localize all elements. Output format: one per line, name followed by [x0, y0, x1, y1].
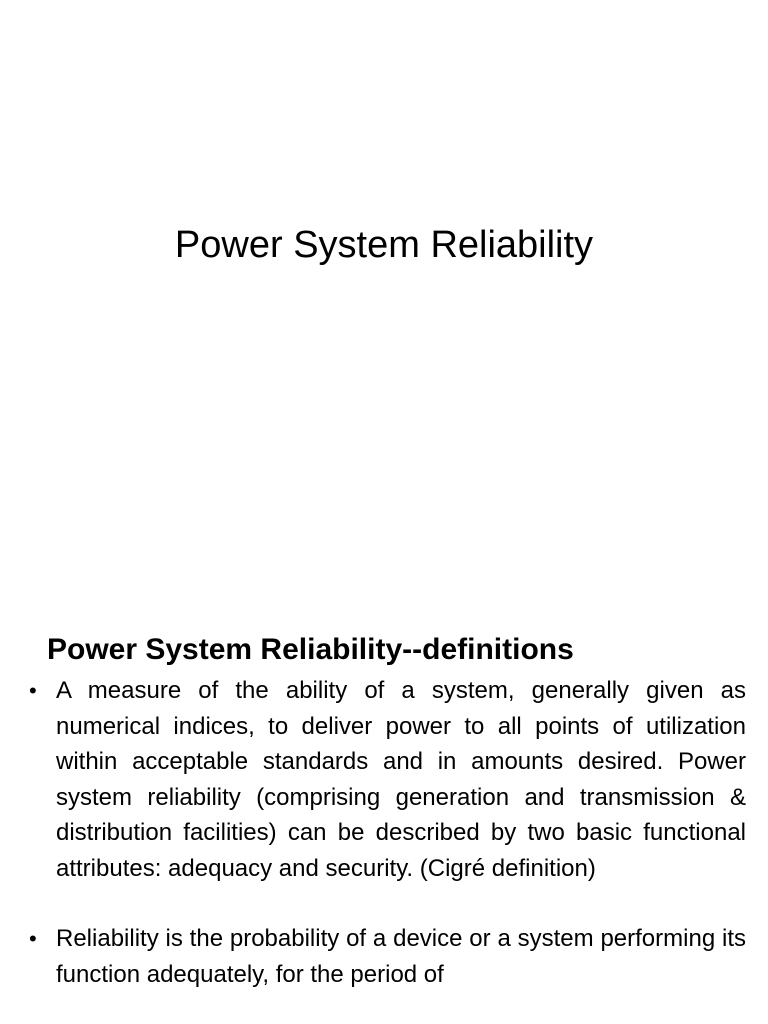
bullet-icon: •: [29, 926, 37, 951]
bullet-icon: •: [29, 678, 37, 703]
definition-text-1: A measure of the ability of a system, generally given as numerical indices, to deliver power to all points of utilization within acceptable standards and in amounts desired. Power system reliability (comprising generation and transmission & distribution facilities) can be described by two basic functional attributes: adequacy and security. (Cigré definition): [56, 677, 746, 882]
slide-title: Power System Reliability: [174, 224, 594, 266]
definition-item-1: [0, 673, 768, 886]
definitions-heading: Power System Reliability--definitions: [47, 633, 574, 666]
definitions-list: [0, 673, 768, 992]
definition-text-2: Reliability is the probability of a device or a system performing its function adequately, for the period of: [56, 925, 746, 988]
definition-item-2: [0, 921, 768, 992]
definitions-slide: [0, 576, 768, 1024]
